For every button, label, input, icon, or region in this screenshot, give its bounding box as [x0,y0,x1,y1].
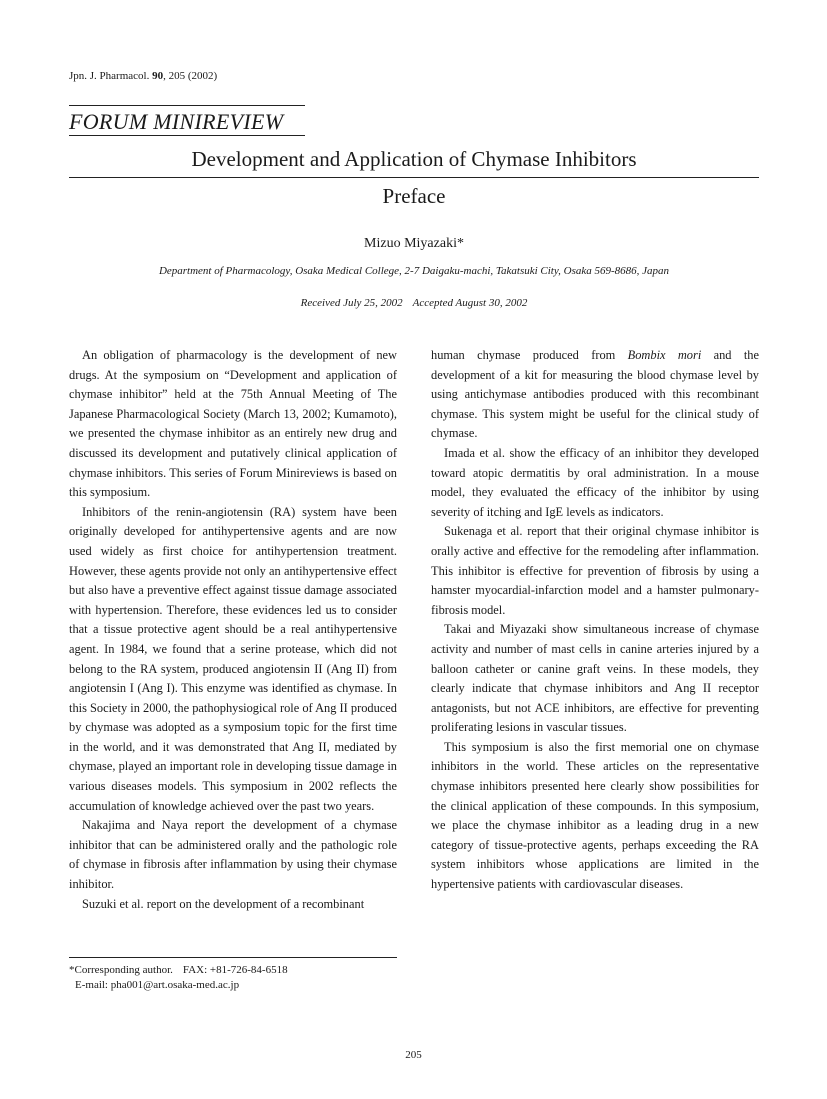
section-label-top-rule [69,105,305,106]
accepted-date: Accepted August 30, 2002 [412,297,528,309]
body-paragraph: Imada et al. show the efficacy of an inhibitor they developed toward atopic dermatitis by oral administration. In a mouse model, they evaluated the efficacy of the inhibitor by using severity of itching and IgE levels as indicators. [431,445,759,519]
body-column-right [431,346,759,895]
body-paragraph: Sukenaga et al. report that their original chymase inhibitor is orally active and effective for the remodeling after inflammation. This inhibitor is effective for prevention of fibrosis by using a hamster myocardial-infarction model and a hamster pulmonary-fibrosis model. [431,524,759,617]
body-paragraph-continued [431,346,759,444]
journal-citation [69,70,217,82]
footnote-divider [69,957,397,958]
body-paragraph: This symposium is also the first memorial one on chymase inhibitors in the world. These articles on the representative chymase inhibitors presented here clearly show possibilities for the clinical application of these compounds. In this symposium, we place the chymase inhibitor as a leading drug in a new category of tissue-protective agents, perhaps exceeding the RA system inhibitors whose applications are limited in the hypertensive patients with cardiovascular diseases. [431,739,759,892]
journal-volume: 90 [152,70,164,82]
journal-name: Jpn. J. Pharmacol. [69,70,150,82]
email-address: E-mail: pha001@art.osaka-med.ac.jp [75,979,240,991]
author-affiliation: Department of Pharmacology, Osaka Medical College, 2-7 Daigaku-machi, Takatsuki City, Osaka 569-8686, Japan [158,265,670,277]
body-paragraph: Takai and Miyazaki show simultaneous increase of chymase activity and number of mast cells in canine arteries injured by a balloon catheter or canine graft veins. In these models, they clearly indicate that chymase inhibitors and Ang II receptor antagonists, but not ACE inhibitors, are effective for preventing proliferating lesions in vascular tissues. [431,622,759,735]
body-paragraph: Suzuki et al. report on the development of a recombinant [82,896,365,911]
received-date: Received July 25, 2002 [300,297,403,309]
body-paragraph: Inhibitors of the renin-angiotensin (RA) system have been originally developed for antihypertensive agents and are now used widely as first choice for antihypertension treatment. However, these agents provide not only an antihypertensive effect but also have a preventive effect against tissue damage associated with hypertension. Therefore, these evidences led us to consider that a tissue protective agent should be a real antihypertensive agent. In 1984, we found that a serine protease, which did not belong to the RA system, produced angiotensin II (Ang II) from angiotensin I (Ang I). This enzyme was identified as chymase. In this Society in 2000, the pathophysiogical role of Ang II produced by chymase was adopted as a symposium topic for the first time in the world, and it was demonstrated that Ang II, mediated by chymase, played an important role in developing tissue damage in various diseases models. This symposium in 2002 reflects the accumulation of knowledge achieved over the past two years. [69,504,397,813]
fax-number: FAX: +81-726-84-6518 [182,964,288,976]
author-name: Mizuo Miyazaki* [364,236,464,251]
journal-pages-year: , 205 (2002) [163,70,218,82]
corresponding-author-label: *Corresponding author. [69,964,173,976]
body-paragraph: Nakajima and Naya report the development of a chymase inhibitor that can be administered orally and the pathologic role of chymase in fibrosis after inflammation by using their chymase inhibitor. [69,818,397,892]
page-number: 205 [405,1049,422,1061]
body-column-left [69,346,397,914]
title-divider [69,177,759,178]
series-title: Development and Application of Chymase Inhibitors [191,147,637,171]
section-label-bottom-rule [69,135,305,136]
species-name: Bombix mori [627,348,702,362]
body-paragraph: An obligation of pharmacology is the development of new drugs. At the symposium on “Development and application of chymase inhibitor” held at the 75th Annual Meeting of The Japanese Pharmacological Society (March 13, 2002; Kumamoto), we presented the chymase inhibitor as an entirely new drug and discussed its development and putatively clinical application of chymase inhibitors. This series of Forum Minireviews is based on this symposium. [69,348,397,500]
received-accepted-dates [69,297,759,309]
article-title: Preface [382,184,446,208]
continued-text-start: human chymase produced from [431,348,628,362]
continued-text-end: and the development of a kit for measuring the blood chymase level by using antichymase antibodies produced with this recombinant chymase. This system might be useful for the clinical study of chymase. [431,348,759,441]
section-label: FORUM MINIREVIEW [69,109,284,134]
footnote-contact-line [69,963,288,978]
footnote [69,963,288,993]
